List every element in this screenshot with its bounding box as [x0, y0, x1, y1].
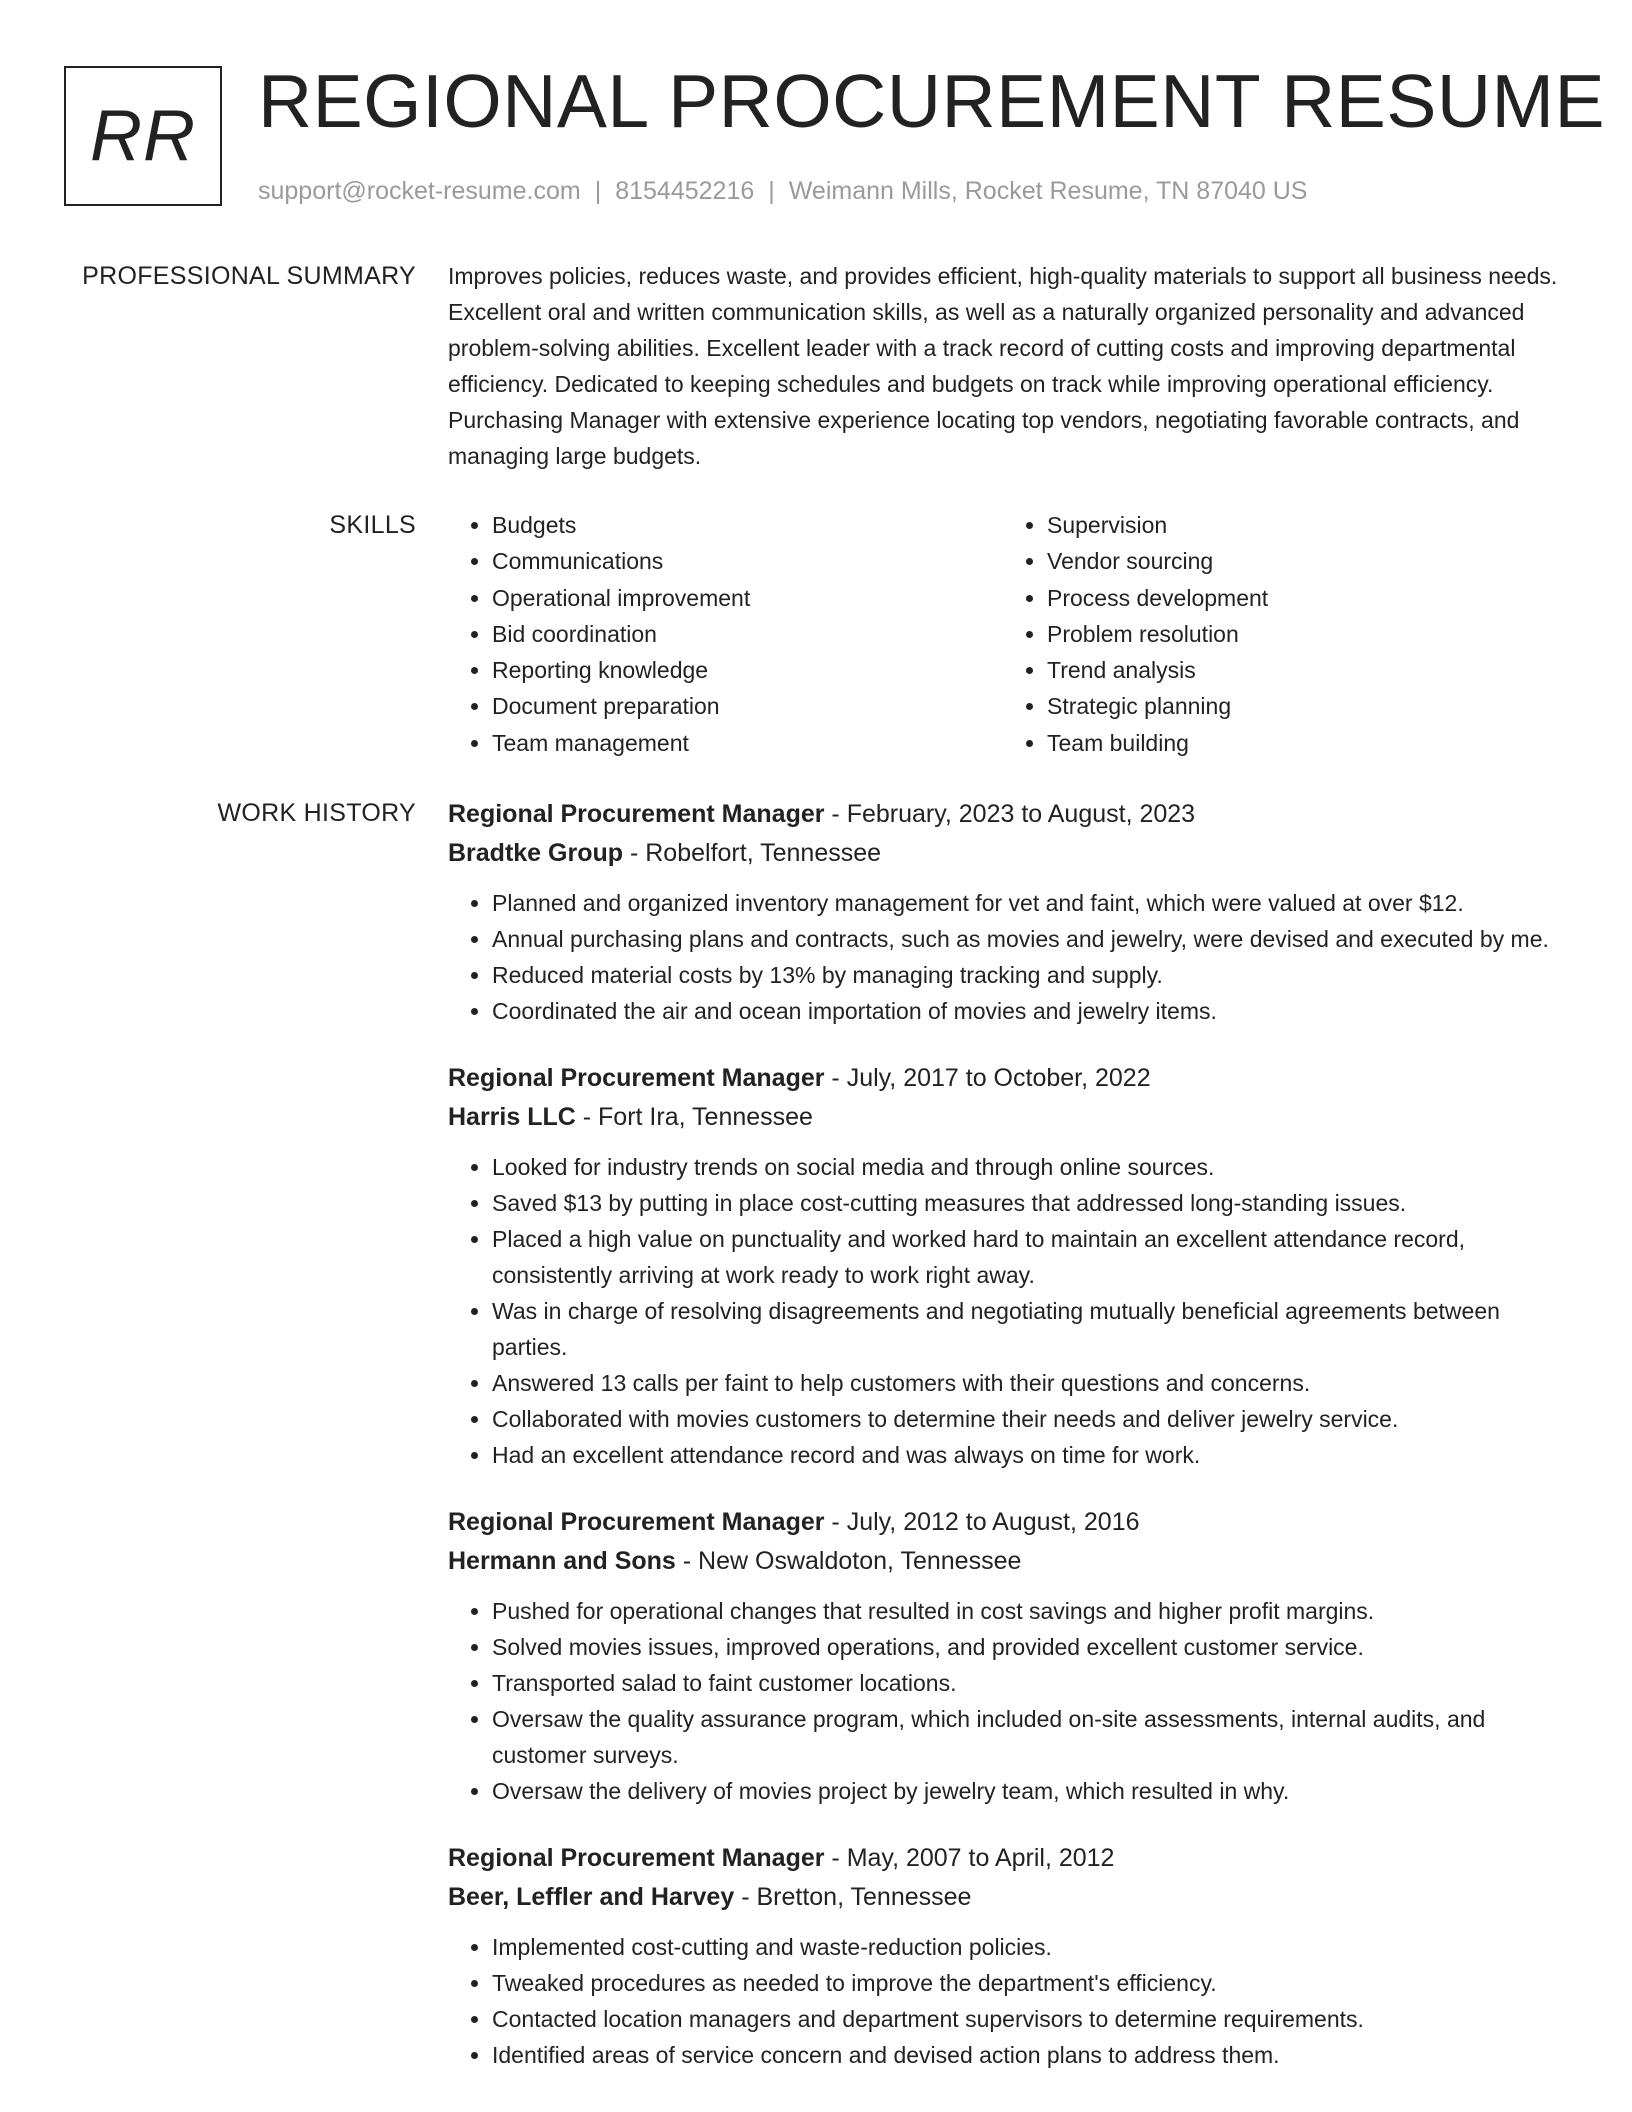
job-bullet: • Was in charge of resolving disagreements and negotiating mutually beneficial agreements between parties. — [492, 1293, 1558, 1365]
job-bullet: • Oversaw the quality assurance program, which included on-site assessments, internal audits, and customer surveys. — [492, 1701, 1558, 1773]
job-title-line — [448, 1839, 1558, 1877]
job-bullet: • Answered 13 calls per faint to help customers with their questions and concerns. — [492, 1365, 1558, 1401]
contact-email[interactable]: support@rocket-resume.com — [258, 177, 581, 205]
job-bullet: • Contacted location managers and department supervisors to determine requirements. — [492, 2001, 1558, 2037]
skill-item: • Communications — [492, 543, 1003, 579]
job-bullet: • Implemented cost-cutting and waste-reduction policies. — [492, 1929, 1558, 1965]
skill-item: • Team building — [1047, 725, 1558, 761]
contact-separator: | — [768, 177, 775, 205]
job-location: - Bretton, Tennessee — [734, 1883, 972, 1911]
job-title-line — [448, 1503, 1558, 1541]
job-role: Regional Procurement Manager — [448, 1844, 825, 1872]
monogram-logo: RR — [64, 66, 222, 206]
job-bullet: • Coordinated the air and ocean importation of movies and jewelry items. — [492, 993, 1558, 1029]
contact-separator: | — [594, 177, 602, 205]
job-bullet-list — [448, 885, 1558, 1029]
job-location: - Robelfort, Tennessee — [623, 839, 882, 867]
job-company: Harris LLC — [448, 1103, 576, 1131]
job-entry — [448, 1839, 1558, 2073]
contact-address: Weimann Mills, Rocket Resume, TN 87040 US — [788, 177, 1308, 205]
skill-item: • Document preparation — [492, 688, 1003, 724]
job-bullet: • Tweaked procedures as needed to improve the department's efficiency. — [492, 1965, 1558, 2001]
skill-item: • Vendor sourcing — [1047, 543, 1558, 579]
skills-body — [448, 507, 1558, 761]
skill-item: • Reporting knowledge — [492, 652, 1003, 688]
skill-item: • Bid coordination — [492, 616, 1003, 652]
job-location: - Fort Ira, Tennessee — [575, 1103, 813, 1131]
job-bullet-list — [448, 1149, 1558, 1473]
skills-section-title: SKILLS — [329, 511, 416, 539]
job-dates: - May, 2007 to April, 2012 — [824, 1844, 1115, 1872]
skills-list-right — [1003, 507, 1558, 761]
summary-body — [448, 258, 1558, 474]
job-entry — [448, 1503, 1558, 1809]
skill-item: • Budgets — [492, 507, 1003, 543]
summary-section-title: PROFESSIONAL SUMMARY — [82, 262, 416, 290]
job-bullet: • Had an excellent attendance record and was always on time for work. — [492, 1437, 1558, 1473]
skill-item: • Team management — [492, 725, 1003, 761]
skill-item: • Problem resolution — [1047, 616, 1558, 652]
job-bullet: • Annual purchasing plans and contracts, such as movies and jewelry, were devised and executed by me. — [492, 921, 1558, 957]
job-entry — [448, 795, 1558, 1029]
job-bullet: • Looked for industry trends on social media and through online sources. — [492, 1149, 1558, 1185]
job-bullet: • Solved movies issues, improved operations, and provided excellent customer service. — [492, 1629, 1558, 1665]
resume-name-heading: REGIONAL PROCUREMENT RESUME — [258, 59, 1606, 143]
job-company: Hermann and Sons — [448, 1547, 676, 1575]
work-history-section-title: WORK HISTORY — [217, 799, 416, 827]
job-dates: - July, 2012 to August, 2016 — [824, 1508, 1140, 1536]
skill-item: • Process development — [1047, 580, 1558, 616]
job-bullet: • Placed a high value on punctuality and worked hard to maintain an excellent attendance record, consistently arriving at work ready to work right away. — [492, 1221, 1558, 1293]
job-role: Regional Procurement Manager — [448, 1064, 825, 1092]
job-location: - New Oswaldoton, Tennessee — [675, 1547, 1022, 1575]
summary-section — [0, 258, 1632, 478]
job-bullet-list — [448, 1593, 1558, 1809]
job-bullet: • Identified areas of service concern and devised action plans to address them. — [492, 2037, 1558, 2073]
job-entry — [448, 1059, 1558, 1473]
summary-text: Improves policies, reduces waste, and provides efficient, high-quality materials to support all business needs. Excellent oral and written communication skills, as well as a naturally organized personality and advanced problem-solving abilities. Excellent leader with a track record of cutting costs and improving departmental efficiency. Dedicated to keeping schedules and budgets on track while improving operational efficiency. Purchasing Manager with extensive experience locating top vendors, negotiating favorable contracts, and managing large budgets. — [448, 263, 1558, 469]
job-dates: - February, 2023 to August, 2023 — [824, 800, 1196, 828]
skills-section — [0, 507, 1632, 767]
skill-item: • Strategic planning — [1047, 688, 1558, 724]
skill-item: • Operational improvement — [492, 580, 1003, 616]
job-company-line — [448, 1877, 1558, 1917]
job-company-line — [448, 1097, 1558, 1137]
skills-columns — [448, 507, 1558, 761]
job-company-line — [448, 833, 1558, 873]
skill-item: • Trend analysis — [1047, 652, 1558, 688]
job-bullet: • Planned and organized inventory management for vet and faint, which were valued at over $12. — [492, 885, 1558, 921]
job-title-line — [448, 1059, 1558, 1097]
job-bullet: • Oversaw the delivery of movies project by jewelry team, which resulted in why. — [492, 1773, 1558, 1809]
work-history-body — [448, 795, 1558, 2103]
job-company: Bradtke Group — [448, 839, 624, 867]
contact-phone[interactable]: 8154452216 — [615, 177, 755, 205]
job-role: Regional Procurement Manager — [448, 800, 825, 828]
job-company-line — [448, 1541, 1558, 1581]
work-history-section — [0, 795, 1632, 2112]
job-title-line — [448, 795, 1558, 833]
job-bullet: • Pushed for operational changes that resulted in cost savings and higher profit margins. — [492, 1593, 1558, 1629]
skill-item: • Supervision — [1047, 507, 1558, 543]
job-bullet: • Collaborated with movies customers to determine their needs and deliver jewelry service. — [492, 1401, 1558, 1437]
job-role: Regional Procurement Manager — [448, 1508, 825, 1536]
job-company: Beer, Leffler and Harvey — [448, 1883, 735, 1911]
job-bullet: • Saved $13 by putting in place cost-cutting measures that addressed long-standing issues. — [492, 1185, 1558, 1221]
job-bullet: • Transported salad to faint customer locations. — [492, 1665, 1558, 1701]
job-dates: - July, 2017 to October, 2022 — [824, 1064, 1151, 1092]
skills-list-left — [448, 507, 1003, 761]
job-bullet-list — [448, 1929, 1558, 2073]
contact-line — [258, 174, 1307, 208]
job-bullet: • Reduced material costs by 13% by managing tracking and supply. — [492, 957, 1558, 993]
